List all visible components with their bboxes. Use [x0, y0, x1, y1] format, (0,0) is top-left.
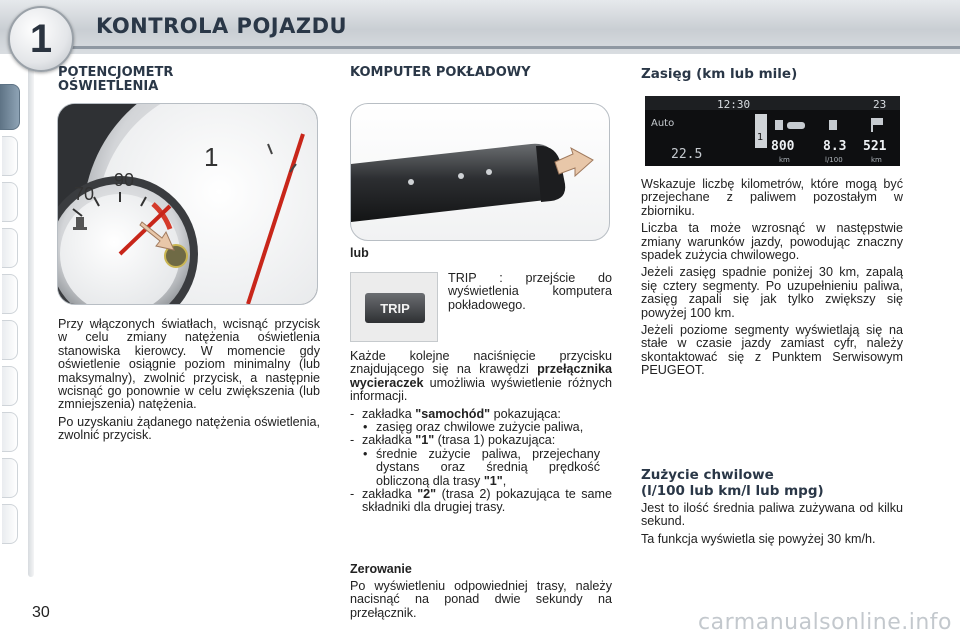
chapter-tab[interactable]	[2, 274, 18, 314]
chapter-tab[interactable]	[2, 366, 18, 406]
fuel-pump-icon	[829, 120, 837, 130]
sub-list-item: • zasięg oraz chwilowe zużycie paliwa,	[350, 421, 600, 434]
flag-icon	[871, 118, 873, 132]
chapter-tab[interactable]	[2, 136, 18, 176]
chapter-title: KONTROLA POJAZDU	[96, 14, 348, 38]
paragraph: Wskazuje liczbę kilometrów, które mogą być przejechane z paliwem pozostałym w zbiorniku.	[641, 177, 903, 218]
trip-description: TRIP : przejście do wyświetlenia komputera pokładowego.	[448, 271, 612, 312]
potentiometer-text	[58, 318, 320, 447]
flag-icon	[873, 118, 883, 125]
stalk-illustration	[351, 104, 610, 241]
chapter-tab[interactable]	[2, 458, 18, 498]
chapter-tab-active[interactable]	[0, 84, 20, 130]
chapter-tab[interactable]	[2, 228, 18, 268]
range-text	[641, 178, 903, 382]
heading-instant-consumption	[641, 467, 824, 499]
list-item: - zakładka "samochód" pokazująca: • zasięg oraz chwilowe zużycie paliwa,	[350, 408, 612, 435]
lcd-range-value: 800	[771, 139, 795, 154]
heading-line: Zużycie chwilowe	[641, 467, 774, 483]
lcd-display-photo	[645, 96, 900, 166]
heading-range: Zasięg (km lub mile)	[641, 66, 798, 82]
list-item: - zakładka "2" (trasa 2) pokazująca te same składniki dla drugiej trasy.	[350, 488, 612, 515]
chapter-tab[interactable]	[2, 504, 18, 544]
reset-heading: Zerowanie	[350, 562, 412, 576]
watermark: carmanualsonline.info	[698, 610, 952, 635]
paragraph: Po uzyskaniu żądanego natężenia oświetlenia, zwolnić przycisk.	[58, 414, 320, 443]
heading-line: (l/100 lub km/l lub mpg)	[641, 483, 824, 499]
paragraph: Liczba ta może wzrosnąć w następstwie zmiany warunków jazdy, powodując znaczny spadek zużycia chwilowego.	[641, 221, 903, 263]
list-item: - zakładka "1" (trasa 1) pokazująca: • średnie zużycie paliwa, przejechany dystans oraz średnią prędkość obliczoną dla trasy "1",	[350, 434, 612, 488]
lcd-distance-unit: km	[871, 156, 882, 164]
chapter-tab[interactable]	[2, 182, 18, 222]
chapter-badge	[8, 6, 74, 72]
lcd-illustration	[645, 96, 900, 166]
computer-text	[350, 350, 612, 515]
gauge-number-90: 90	[114, 170, 135, 190]
lcd-consumption-unit: l/100	[825, 156, 843, 164]
trip-button[interactable]: TRIP	[365, 293, 425, 323]
lcd-left-value: 22.5	[671, 147, 703, 162]
gauge-number-70: 70	[74, 184, 95, 204]
tab-list	[350, 408, 612, 515]
paragraph: Przy włączonych światłach, wcisnąć przycisk w celu zmiany natężenia oświetlenia stanowiska kierowcy. W momencie gdy oświetlenie osiągnie poziom minimalny (lub maksymalny), zwolnić przycisk, a następnie wcisnąć go ponownie w celu zwiększenia (lub zmniejszenia) natężenia.	[58, 317, 320, 412]
paragraph: Jeżeli zasięg spadnie poniżej 30 km, zapalą się cztery segmenty. Po uzupełnieniu paliwa, zasięg zapali się jak tylko zwiększy się powyżej 100 km.	[641, 265, 903, 320]
chapter-tab[interactable]	[2, 412, 18, 452]
trip-button-photo	[350, 272, 438, 342]
heading-line: OŚWIETLENIA	[58, 79, 159, 94]
paragraph: Jeżeli poziome segmenty wyświetlają się na stałe w czasie jazdy zamiast cyfr, należy skontaktować się z Punktem Serwisowym PEUGEOT.	[641, 323, 903, 378]
wiper-stalk-photo	[350, 103, 610, 241]
paragraph: Jest to ilość średnia paliwa zużywana od kilku sekund.	[641, 501, 903, 529]
lcd-tab-label: 1	[757, 132, 764, 143]
heading-potentiometer	[58, 66, 173, 94]
page-number: 30	[32, 604, 50, 621]
lcd-range-unit: km	[779, 156, 790, 164]
lcd-consumption-value: 8.3	[823, 139, 847, 154]
chapter-tab-strip	[0, 62, 20, 577]
lcd-time: 12:30	[717, 98, 751, 111]
tab-rail	[28, 62, 34, 577]
lcd-auto: Auto	[651, 118, 675, 129]
intro-paragraph: Każde kolejne naciśnięcie przycisku znajdującego się na krawędzi przełącznika wycieraczek umożliwia wyświetlenie różnych informacji.	[350, 349, 612, 404]
gauge-illustration	[58, 104, 318, 305]
lcd-distance-value: 521	[863, 139, 887, 154]
chapter-number: 1	[29, 16, 53, 61]
instrument-cluster-photo	[57, 103, 318, 305]
paragraph: Ta funkcja wyświetla się powyżej 30 km/h.	[641, 531, 876, 546]
lcd-temperature: 23	[873, 98, 887, 111]
reset-text: Po wyświetleniu odpowiedniej trasy, należy nacisnąć na ponad dwie sekundy na przełącznik.	[350, 579, 612, 620]
header-rule	[60, 46, 960, 49]
consumption-text	[641, 502, 903, 550]
heading-line: POTENCJOMETR	[58, 65, 174, 80]
gauge-number-1: 1	[204, 142, 219, 172]
sub-list-item: • średnie zużycie paliwa, przejechany dystans oraz średnią prędkość obliczoną dla trasy "1",	[350, 448, 600, 488]
or-label: lub	[350, 246, 369, 260]
chapter-tab[interactable]	[2, 320, 18, 360]
fuel-pump-icon	[775, 120, 783, 130]
car-icon	[787, 122, 805, 129]
heading-onboard-computer: KOMPUTER POKŁADOWY	[350, 65, 531, 80]
